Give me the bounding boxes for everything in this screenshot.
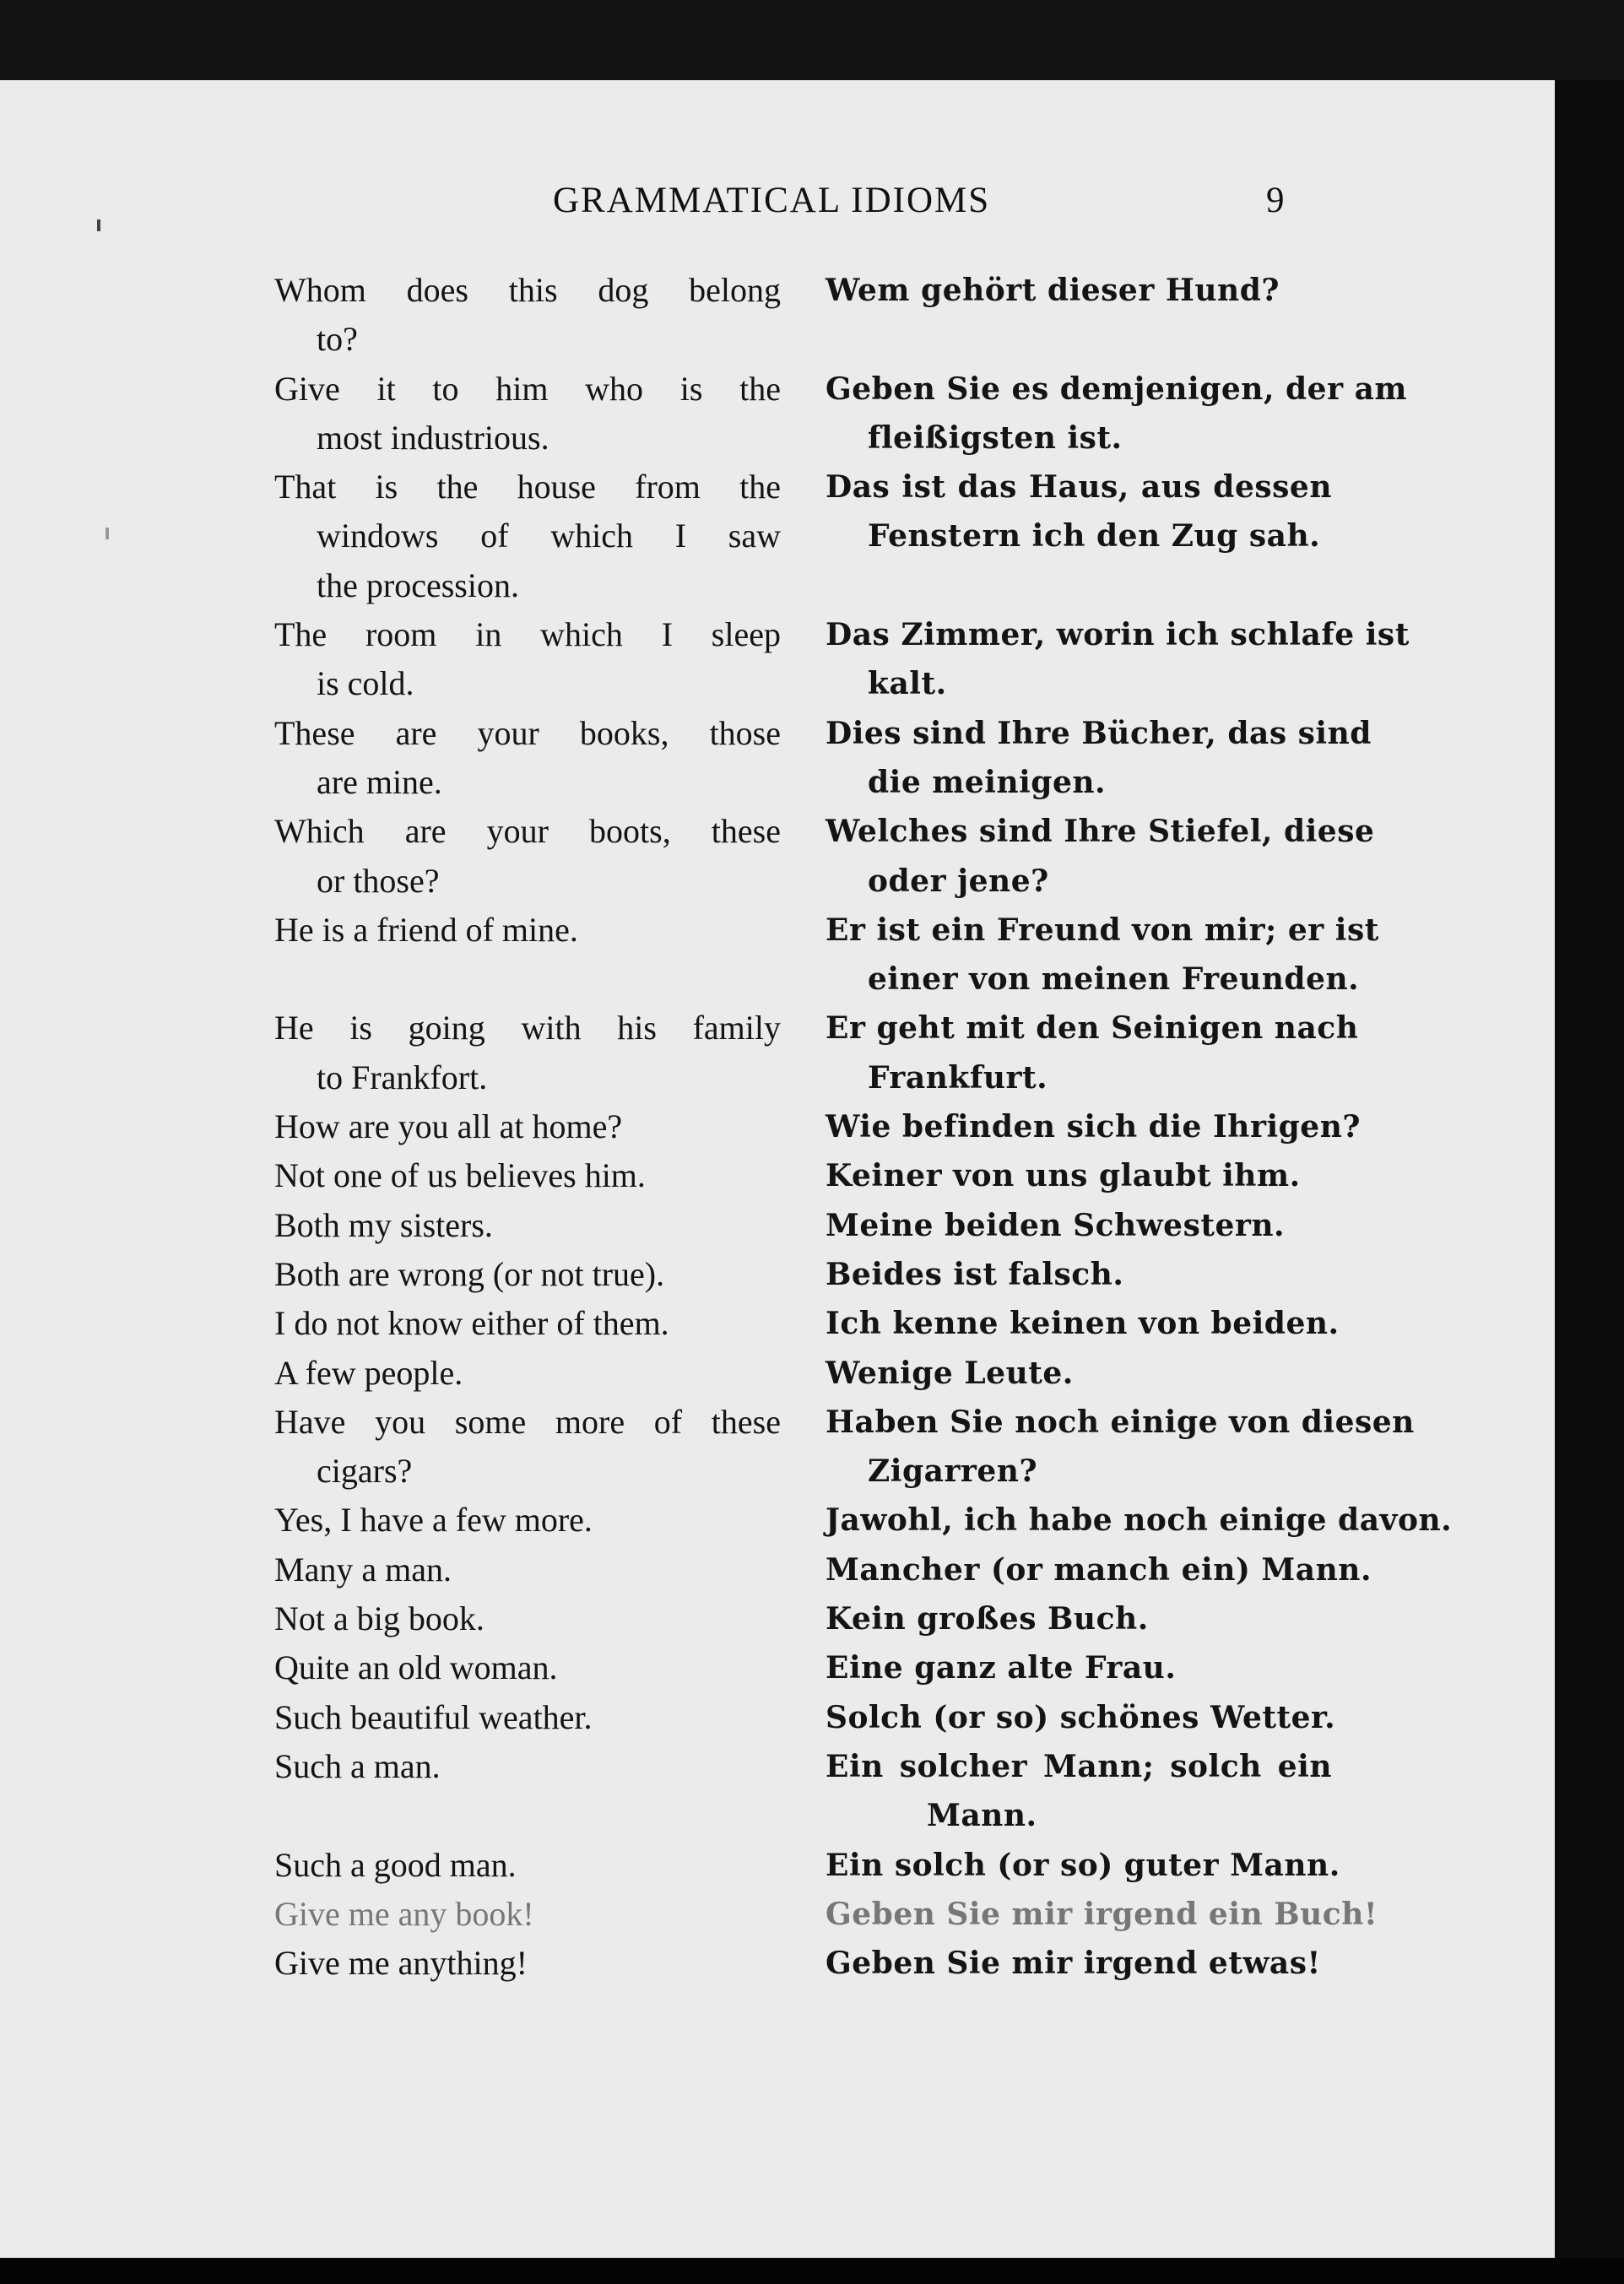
german-line: Welches sind Ihre Stiefel, diese <box>826 814 1375 850</box>
english-line: He is going with his family <box>274 1009 781 1047</box>
english-line: Such beautiful weather. <box>274 1697 593 1736</box>
german-line: Frankfurt. <box>868 1059 1048 1096</box>
german-line: einer von meinen Freunden. <box>868 961 1360 998</box>
german-line: kalt. <box>868 666 947 702</box>
german-line: Keiner von uns glaubt ihm. <box>826 1158 1301 1194</box>
german-line: Geben Sie es demjenigen, der am <box>826 371 1408 407</box>
english-line: cigars? <box>317 1452 413 1491</box>
german-line: Geben Sie mir irgend etwas! <box>826 1946 1321 1982</box>
german-line: Er geht mit den Seinigen nach <box>826 1010 1359 1047</box>
english-line: These are your books, those <box>274 713 781 752</box>
german-line: Mann. <box>927 1798 1037 1834</box>
german-column <box>826 266 1453 1988</box>
german-line: fleißigsten ist. <box>868 419 1123 456</box>
german-line: Beides ist falsch. <box>826 1256 1124 1292</box>
german-line: Ein solch (or so) guter Mann. <box>826 1847 1340 1883</box>
english-line: Quite an old woman. <box>274 1648 558 1687</box>
german-line: Zigarren? <box>868 1453 1038 1490</box>
english-line: Give it to him who is the <box>274 369 781 408</box>
german-line: Das Zimmer, worin ich schlafe ist <box>826 617 1410 653</box>
english-line: Both my sisters. <box>274 1205 493 1244</box>
english-line: Whom does this dog belong <box>274 271 781 309</box>
german-line: Meine beiden Schwestern. <box>826 1207 1286 1243</box>
english-line: Yes, I have a few more. <box>274 1501 593 1540</box>
page-number: 9 <box>1266 181 1285 220</box>
german-line: Wenige Leute. <box>826 1355 1074 1391</box>
scan-bottom-edge <box>0 2258 1624 2284</box>
english-line: Such a man. <box>274 1746 441 1785</box>
german-line: Kein großes Buch. <box>826 1601 1149 1637</box>
page-edge-shadow <box>1555 80 1624 2258</box>
english-line: He is a friend of mine. <box>274 910 578 949</box>
english-line: Give me any book! <box>274 1894 534 1933</box>
english-line: How are you all at home? <box>274 1107 623 1146</box>
german-line <box>826 315 1332 364</box>
german-line: Wem gehört dieser Hund? <box>826 273 1280 308</box>
english-line: Not a big book. <box>274 1599 484 1638</box>
english-line: I do not know either of them. <box>274 1304 669 1343</box>
english-line: most industrious. <box>317 418 549 457</box>
english-line: Have you some more of these <box>274 1402 781 1441</box>
english-line: to? <box>317 320 358 359</box>
german-line: Solch (or so) schönes Wetter. <box>826 1699 1336 1735</box>
english-line: to Frankfort. <box>317 1058 488 1096</box>
english-line <box>274 1791 781 1840</box>
scan-speck <box>97 219 100 231</box>
german-line: Geben Sie mir irgend ein Buch! <box>826 1896 1378 1932</box>
german-line: Mancher (or manch ein) Mann. <box>826 1551 1372 1588</box>
english-line: Many a man. <box>274 1550 452 1589</box>
german-line: Er ist ein Freund von mir; er ist <box>826 912 1379 948</box>
english-line: A few people. <box>274 1353 463 1392</box>
english-line: the procession. <box>317 566 519 604</box>
german-line: Ich kenne keinen von beiden. <box>826 1306 1340 1342</box>
german-line: Haben Sie noch einige von diesen <box>826 1404 1415 1440</box>
german-line: Jawohl, ich habe noch einige davon. <box>826 1502 1453 1539</box>
english-line: Not one of us believes him. <box>274 1156 646 1195</box>
book-page <box>0 80 1555 2258</box>
english-line: windows of which I saw <box>317 517 781 555</box>
running-title: GRAMMATICAL IDIOMS <box>553 181 991 220</box>
scan-speck <box>106 528 109 539</box>
german-line <box>826 561 1332 610</box>
german-line: die meinigen. <box>868 764 1107 800</box>
english-line: Which are your boots, these <box>274 812 781 851</box>
english-line: Such a good man. <box>274 1845 517 1884</box>
english-line: is cold. <box>317 664 414 703</box>
german-line: Das ist das Haus, aus dessen <box>826 469 1332 506</box>
english-line: or those? <box>317 861 440 900</box>
german-line: Ein solcher Mann; solch ein <box>826 1748 1332 1784</box>
german-line: Wie befinden sich die Ihrigen? <box>826 1109 1361 1145</box>
english-line: Give me anything! <box>274 1944 528 1983</box>
german-line: Fenstern ich den Zug sah. <box>868 518 1321 555</box>
english-column <box>274 266 781 1988</box>
english-line: Both are wrong (or not true). <box>274 1254 665 1293</box>
english-line: The room in which I sleep <box>274 615 781 654</box>
german-line: oder jene? <box>868 863 1049 899</box>
english-line: are mine. <box>317 762 442 801</box>
english-line: That is the house from the <box>274 468 781 506</box>
german-line: Dies sind Ihre Bücher, das sind <box>826 715 1372 751</box>
german-line: Eine ganz alte Frau. <box>826 1650 1177 1686</box>
english-line <box>274 955 781 1004</box>
